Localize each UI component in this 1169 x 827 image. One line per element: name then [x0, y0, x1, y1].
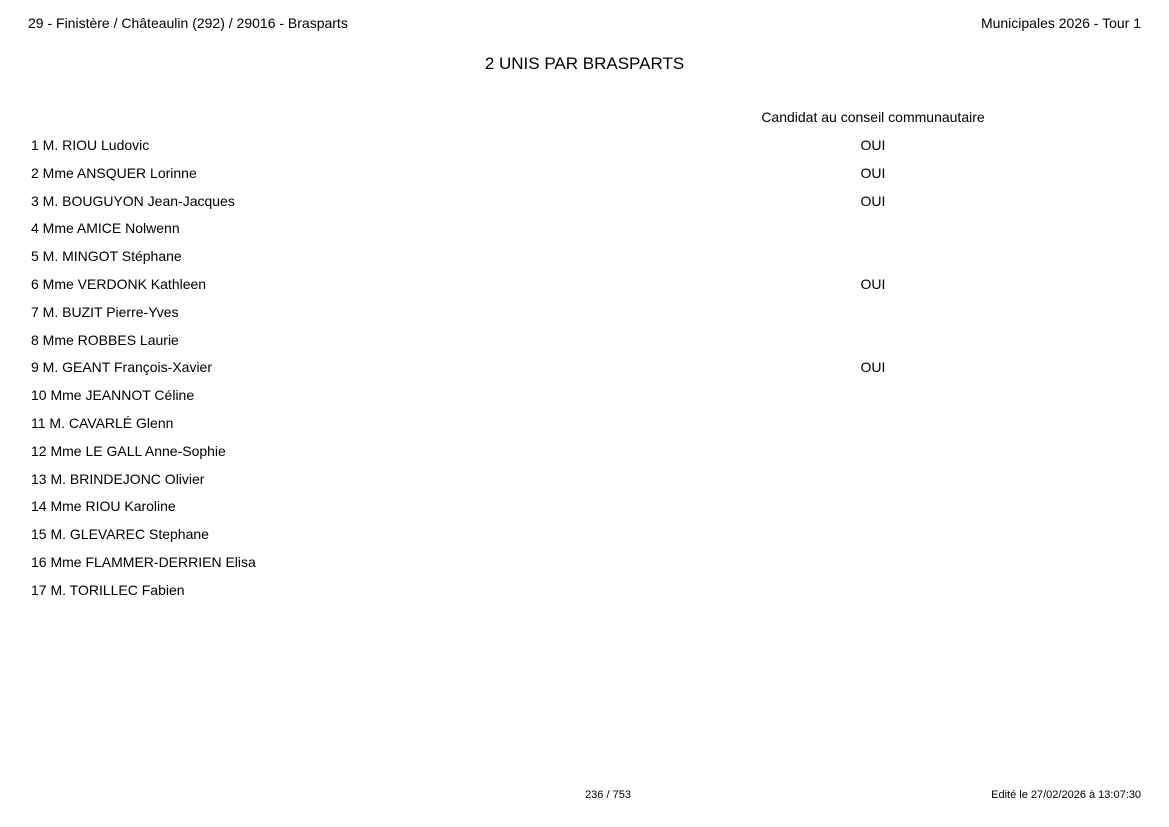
candidate-row: [0, 410, 1169, 438]
candidate-row: [0, 188, 1169, 216]
page-number: 236 / 753: [585, 789, 631, 801]
communautaire-flag: OUI: [860, 359, 886, 376]
candidate-name: 11 M. CAVARLÉ Glenn: [31, 414, 174, 431]
candidate-row: [0, 243, 1169, 271]
column-header-communautaire: Candidat au conseil communautaire: [761, 109, 985, 125]
edit-timestamp: Edité le 27/02/2026 à 13:07:30: [991, 789, 1141, 801]
candidate-name: 1 M. RIOU Ludovic: [31, 137, 150, 153]
candidate-list: [0, 132, 1169, 605]
candidate-row: [0, 327, 1169, 355]
candidate-name: 9 M. GEANT François-Xavier: [31, 359, 213, 376]
candidate-row: [0, 549, 1169, 577]
communautaire-flag: OUI: [860, 164, 886, 181]
location-breadcrumb: 29 - Finistère / Châteaulin (292) / 29016 - Brasparts: [28, 15, 348, 31]
candidate-name: 16 Mme FLAMMER-DERRIEN Elisa: [31, 553, 256, 570]
candidate-row: [0, 271, 1169, 299]
election-title: Municipales 2026 - Tour 1: [980, 15, 1141, 31]
candidate-name: 5 M. MINGOT Stéphane: [31, 248, 182, 265]
candidate-name: 8 Mme ROBBES Laurie: [31, 331, 179, 348]
candidate-row: [0, 521, 1169, 549]
candidate-name: 6 Mme VERDONK Kathleen: [31, 275, 207, 292]
candidate-name: 14 Mme RIOU Karoline: [31, 498, 176, 515]
candidate-row: [0, 382, 1169, 410]
candidate-name: 7 M. BUZIT Pierre-Yves: [31, 303, 179, 320]
candidate-row: [0, 438, 1169, 466]
candidate-row: [0, 215, 1169, 243]
candidate-name: 13 M. BRINDEJONC Olivier: [31, 470, 205, 487]
communautaire-flag: OUI: [860, 137, 886, 153]
communautaire-flag: OUI: [860, 275, 886, 292]
candidate-row: [0, 299, 1169, 327]
candidate-row: [0, 577, 1169, 605]
candidate-name: 4 Mme AMICE Nolwenn: [31, 220, 180, 237]
candidate-name: 2 Mme ANSQUER Lorinne: [31, 164, 197, 181]
candidate-name: 15 M. GLEVAREC Stephane: [31, 526, 209, 543]
candidate-name: 10 Mme JEANNOT Céline: [31, 387, 195, 404]
communautaire-flag: OUI: [860, 192, 886, 209]
candidate-row: [0, 466, 1169, 494]
candidate-name: 12 Mme LE GALL Anne-Sophie: [31, 442, 226, 459]
candidate-row: [0, 132, 1169, 160]
candidate-name: 17 M. TORILLEC Fabien: [31, 581, 185, 598]
list-title: 2 UNIS PAR BRASPARTS: [484, 54, 685, 73]
candidate-name: 3 M. BOUGUYON Jean-Jacques: [31, 192, 235, 209]
candidate-row: [0, 160, 1169, 188]
candidate-row: [0, 493, 1169, 521]
candidate-row: [0, 354, 1169, 382]
